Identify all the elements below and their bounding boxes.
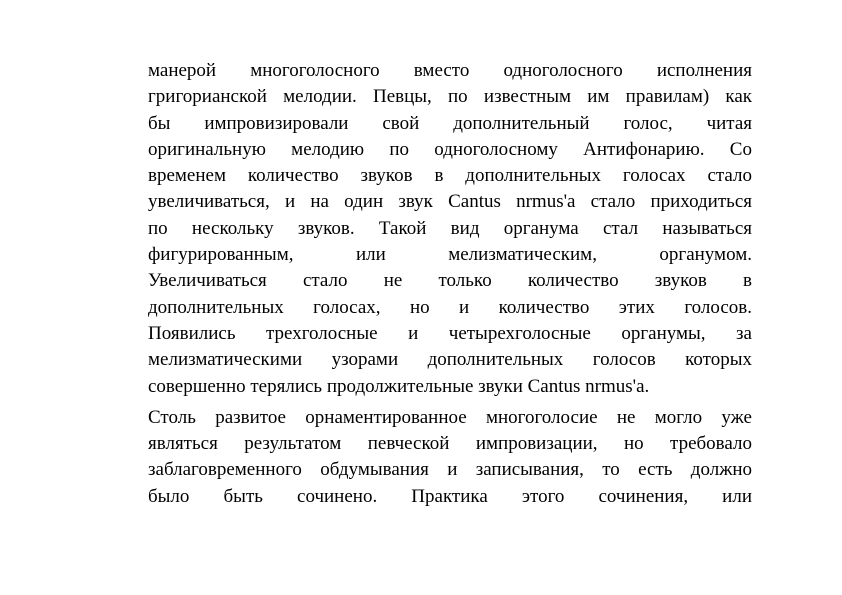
text-line: по нескольку звуков. Такой вид органума стал называться — [148, 217, 752, 239]
document-body — [148, 58, 752, 510]
text-line: временем количество звуков в дополнительных голосах стало — [148, 165, 752, 187]
text-line: являться результатом певческой импровизации, но требовало — [148, 433, 752, 455]
text-line: Увеличиваться стало не только количество звуков в — [148, 270, 752, 292]
text-line: оригинальную мелодию по одноголосному Антифонарию. Со — [148, 138, 752, 160]
text-line: Столь развитое орнаментированное многоголосие не могло уже — [148, 406, 752, 428]
text-line: увеличиваться, и на один звук Cantus nrmus'a стало приходиться — [148, 191, 752, 213]
text-line: мелизматическими узорами дополнительных голосов которых — [148, 349, 752, 371]
text-line: дополнительных голосах, но и количество этих голосов. — [148, 296, 752, 318]
text-line: григорианской мелодии. Певцы, по известным им правилам) как — [148, 86, 752, 108]
paragraph-1 — [148, 58, 752, 400]
text-line: фигурированным, или мелизматическим, органумом. — [148, 244, 752, 266]
text-line: бы импровизировали свой дополнительный голос, читая — [148, 112, 752, 134]
paragraph-2 — [148, 405, 752, 510]
text-line: было быть сочинено. Практика этого сочинения, или — [148, 485, 752, 507]
text-line: заблаговременного обдумывания и записывания, то есть должно — [148, 459, 752, 481]
text-line: совершенно терялись продолжительные звуки Cantus nrmus'a. — [148, 375, 650, 397]
text-line: Появились трехголосные и четырехголосные органумы, за — [148, 322, 752, 344]
text-line: манерой многоголосного вместо одноголосного исполнения — [148, 60, 752, 81]
